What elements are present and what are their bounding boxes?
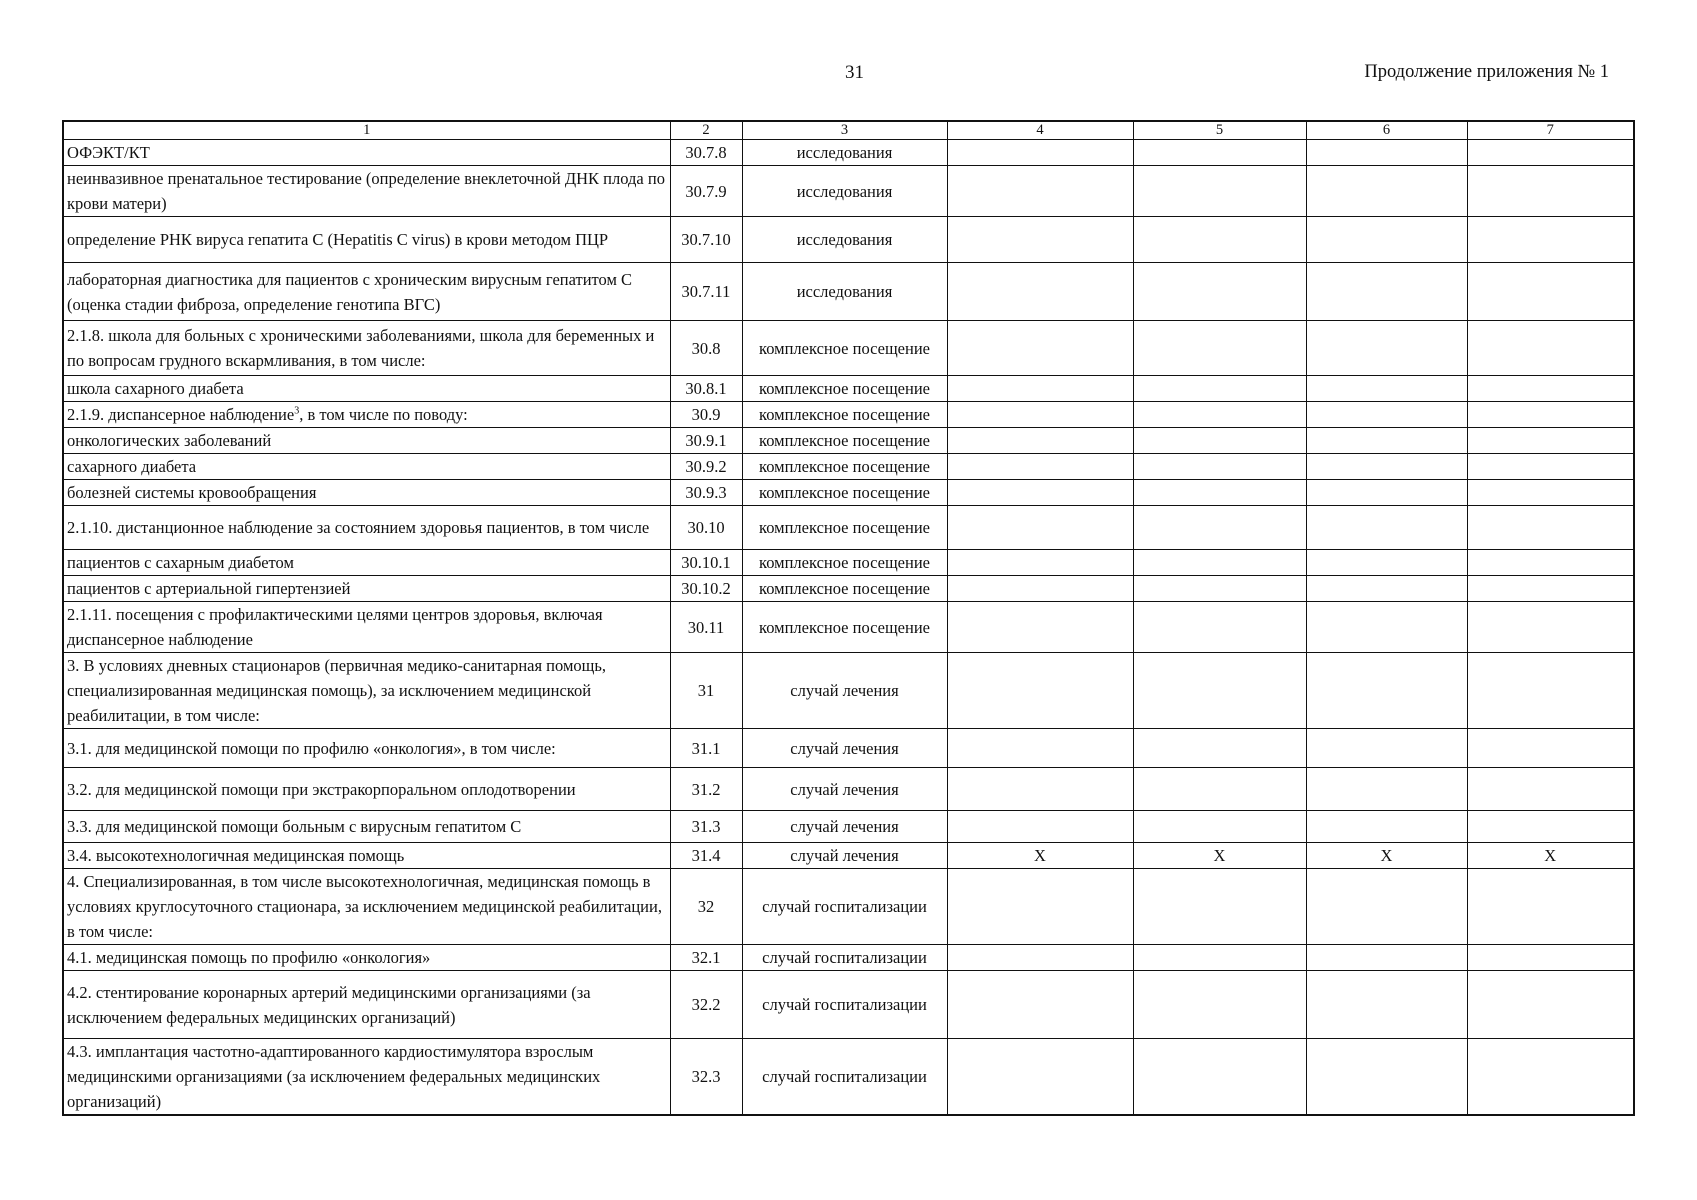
row-unit-cell: исследования [742, 140, 947, 166]
row-name-cell: 3.3. для медицинской помощи больным с вирусным гепатитом С [63, 811, 670, 843]
column-header: 2 [670, 121, 742, 140]
row-name-text: , в том числе по поводу: [299, 405, 468, 424]
value-cell-col-5 [1133, 506, 1306, 550]
value-cell-col-5 [1133, 550, 1306, 576]
table-row [63, 428, 1634, 454]
value-cell-col-7 [1467, 480, 1634, 506]
page-number: 31 [845, 62, 864, 83]
appendix-continuation-note: Продолжение приложения № 1 [1364, 62, 1609, 82]
table-row [63, 945, 1634, 971]
column-header: 6 [1306, 121, 1467, 140]
value-cell-col-5 [1133, 480, 1306, 506]
row-unit-cell: случай лечения [742, 653, 947, 729]
table-row [63, 729, 1634, 768]
table-row [63, 1039, 1634, 1116]
value-cell-col-7 [1467, 768, 1634, 811]
row-unit-cell: комплексное посещение [742, 402, 947, 428]
table-row [63, 971, 1634, 1039]
row-name-cell: 4.2. стентирование коронарных артерий медицинскими организациями (за исключением федеральных медицинских организаций) [63, 971, 670, 1039]
value-cell-col-4 [947, 945, 1133, 971]
value-cell-col-6 [1306, 971, 1467, 1039]
table-row [63, 869, 1634, 945]
row-unit-cell: комплексное посещение [742, 454, 947, 480]
value-cell-col-4 [947, 653, 1133, 729]
table-row [63, 321, 1634, 376]
value-cell-col-7 [1467, 376, 1634, 402]
row-code-cell: 32.2 [670, 971, 742, 1039]
table-row [63, 166, 1634, 217]
value-cell-col-6 [1306, 653, 1467, 729]
row-unit-cell: комплексное посещение [742, 376, 947, 402]
value-cell-col-7 [1467, 653, 1634, 729]
row-unit-cell: случай лечения [742, 729, 947, 768]
row-unit-cell: комплексное посещение [742, 480, 947, 506]
row-name-cell: 3.1. для медицинской помощи по профилю «онкология», в том числе: [63, 729, 670, 768]
row-name-cell: пациентов с сахарным диабетом [63, 550, 670, 576]
value-cell-col-4 [947, 140, 1133, 166]
row-name-text: 2.1.9. диспансерное наблюдение [67, 405, 295, 424]
row-code-cell: 32 [670, 869, 742, 945]
table-row [63, 653, 1634, 729]
column-header: 4 [947, 121, 1133, 140]
table-row [63, 506, 1634, 550]
row-unit-cell: исследования [742, 217, 947, 263]
row-name-cell: 3.4. высокотехнологичная медицинская помощь [63, 843, 670, 869]
column-header-row [63, 121, 1634, 140]
value-cell-col-6 [1306, 480, 1467, 506]
value-cell-col-4 [947, 550, 1133, 576]
row-code-cell: 30.9.2 [670, 454, 742, 480]
row-unit-cell: исследования [742, 166, 947, 217]
value-cell-col-5 [1133, 217, 1306, 263]
column-header: 1 [63, 121, 670, 140]
value-cell-col-5 [1133, 602, 1306, 653]
value-cell-col-6 [1306, 166, 1467, 217]
value-cell-col-4 [947, 263, 1133, 321]
value-cell-col-6 [1306, 506, 1467, 550]
row-name-cell: 4. Специализированная, в том числе высокотехнологичная, медицинская помощь в условиях круглосуточного стационара, за исключением медицинской реабилитации, в том числе: [63, 869, 670, 945]
table-row [63, 576, 1634, 602]
value-cell-col-7: X [1467, 843, 1634, 869]
table-row [63, 217, 1634, 263]
appendix-table [62, 120, 1635, 1116]
value-cell-col-6 [1306, 321, 1467, 376]
value-cell-col-7 [1467, 550, 1634, 576]
value-cell-col-5 [1133, 576, 1306, 602]
value-cell-col-6 [1306, 602, 1467, 653]
row-code-cell: 30.9.3 [670, 480, 742, 506]
row-code-cell: 30.9.1 [670, 428, 742, 454]
value-cell-col-5 [1133, 653, 1306, 729]
row-code-cell: 32.1 [670, 945, 742, 971]
row-name-cell: болезней системы кровообращения [63, 480, 670, 506]
value-cell-col-4 [947, 217, 1133, 263]
value-cell-col-6 [1306, 454, 1467, 480]
row-unit-cell: комплексное посещение [742, 602, 947, 653]
value-cell-col-4 [947, 428, 1133, 454]
value-cell-col-7 [1467, 402, 1634, 428]
value-cell-col-6 [1306, 869, 1467, 945]
value-cell-col-6 [1306, 428, 1467, 454]
value-cell-col-6 [1306, 576, 1467, 602]
row-unit-cell: комплексное посещение [742, 321, 947, 376]
value-cell-col-4 [947, 166, 1133, 217]
row-name-cell: лабораторная диагностика для пациентов с хроническим вирусным гепатитом С (оценка стадии фиброза, определение генотипа ВГС) [63, 263, 670, 321]
table-row [63, 550, 1634, 576]
value-cell-col-7 [1467, 729, 1634, 768]
value-cell-col-6 [1306, 729, 1467, 768]
value-cell-col-6 [1306, 811, 1467, 843]
value-cell-col-6 [1306, 1039, 1467, 1116]
row-code-cell: 30.10.1 [670, 550, 742, 576]
value-cell-col-5 [1133, 166, 1306, 217]
value-cell-col-5 [1133, 454, 1306, 480]
table-row [63, 811, 1634, 843]
value-cell-col-7 [1467, 602, 1634, 653]
value-cell-col-7 [1467, 166, 1634, 217]
value-cell-col-7 [1467, 321, 1634, 376]
row-code-cell: 30.8.1 [670, 376, 742, 402]
value-cell-col-4 [947, 869, 1133, 945]
value-cell-col-7 [1467, 217, 1634, 263]
value-cell-col-6 [1306, 263, 1467, 321]
value-cell-col-4 [947, 602, 1133, 653]
value-cell-col-6: X [1306, 843, 1467, 869]
value-cell-col-7 [1467, 869, 1634, 945]
value-cell-col-4 [947, 811, 1133, 843]
value-cell-col-6 [1306, 402, 1467, 428]
value-cell-col-5 [1133, 402, 1306, 428]
row-unit-cell: комплексное посещение [742, 576, 947, 602]
row-code-cell: 30.9 [670, 402, 742, 428]
footnote-marker: 3 [294, 405, 300, 417]
table-row [63, 454, 1634, 480]
row-name-cell: ОФЭКТ/КТ [63, 140, 670, 166]
row-name-cell: пациентов с артериальной гипертензией [63, 576, 670, 602]
row-unit-cell: комплексное посещение [742, 550, 947, 576]
value-cell-col-7 [1467, 454, 1634, 480]
row-unit-cell: случай госпитализации [742, 1039, 947, 1116]
row-unit-cell: комплексное посещение [742, 506, 947, 550]
table-row [63, 768, 1634, 811]
row-name-cell: 2.1.8. школа для больных с хроническими заболеваниями, школа для беременных и по вопросам грудного вскармливания, в том числе: [63, 321, 670, 376]
value-cell-col-4 [947, 971, 1133, 1039]
row-code-cell: 30.10 [670, 506, 742, 550]
value-cell-col-5 [1133, 811, 1306, 843]
value-cell-col-6 [1306, 550, 1467, 576]
column-header: 7 [1467, 121, 1634, 140]
row-name-cell: 4.3. имплантация частотно-адаптированного кардиостимулятора взрослым медицинскими организациями (за исключением федеральных медицинских организаций) [63, 1039, 670, 1116]
value-cell-col-6 [1306, 376, 1467, 402]
row-unit-cell: случай лечения [742, 811, 947, 843]
row-unit-cell: случай госпитализации [742, 869, 947, 945]
value-cell-col-7 [1467, 811, 1634, 843]
value-cell-col-5 [1133, 140, 1306, 166]
row-name-cell: 3.2. для медицинской помощи при экстракорпоральном оплодотворении [63, 768, 670, 811]
row-code-cell: 31 [670, 653, 742, 729]
value-cell-col-6 [1306, 217, 1467, 263]
row-code-cell: 32.3 [670, 1039, 742, 1116]
value-cell-col-5 [1133, 729, 1306, 768]
value-cell-col-7 [1467, 576, 1634, 602]
row-name-cell: школа сахарного диабета [63, 376, 670, 402]
value-cell-col-7 [1467, 945, 1634, 971]
row-unit-cell: случай госпитализации [742, 971, 947, 1039]
value-cell-col-5 [1133, 971, 1306, 1039]
table-row [63, 480, 1634, 506]
row-unit-cell: комплексное посещение [742, 428, 947, 454]
value-cell-col-5: X [1133, 843, 1306, 869]
row-name-cell: 3. В условиях дневных стационаров (первичная медико-санитарная помощь, специализированная медицинская помощь), за исключением медицинской реабилитации, в том числе: [63, 653, 670, 729]
value-cell-col-5 [1133, 376, 1306, 402]
value-cell-col-4 [947, 506, 1133, 550]
column-header: 5 [1133, 121, 1306, 140]
value-cell-col-4 [947, 376, 1133, 402]
value-cell-col-5 [1133, 428, 1306, 454]
value-cell-col-4 [947, 454, 1133, 480]
row-code-cell: 30.11 [670, 602, 742, 653]
value-cell-col-6 [1306, 768, 1467, 811]
value-cell-col-5 [1133, 768, 1306, 811]
row-name-cell: 2.1.10. дистанционное наблюдение за состоянием здоровья пациентов, в том числе [63, 506, 670, 550]
value-cell-col-4 [947, 480, 1133, 506]
value-cell-col-7 [1467, 428, 1634, 454]
value-cell-col-4 [947, 768, 1133, 811]
row-unit-cell: исследования [742, 263, 947, 321]
table-row [63, 402, 1634, 428]
row-code-cell: 30.7.8 [670, 140, 742, 166]
row-code-cell: 31.1 [670, 729, 742, 768]
value-cell-col-7 [1467, 263, 1634, 321]
row-name-cell: 4.1. медицинская помощь по профилю «онкология» [63, 945, 670, 971]
value-cell-col-4 [947, 402, 1133, 428]
row-name-cell: онкологических заболеваний [63, 428, 670, 454]
value-cell-col-7 [1467, 140, 1634, 166]
row-name-cell: 2.1.11. посещения с профилактическими целями центров здоровья, включая диспансерное наблюдение [63, 602, 670, 653]
table-row [63, 602, 1634, 653]
row-code-cell: 30.7.9 [670, 166, 742, 217]
value-cell-col-4: X [947, 843, 1133, 869]
row-name-cell: сахарного диабета [63, 454, 670, 480]
value-cell-col-4 [947, 1039, 1133, 1116]
row-unit-cell: случай лечения [742, 768, 947, 811]
table-row [63, 263, 1634, 321]
table-row [63, 140, 1634, 166]
value-cell-col-7 [1467, 1039, 1634, 1116]
row-code-cell: 31.2 [670, 768, 742, 811]
row-name-cell: определение РНК вируса гепатита С (Hepatitis C virus) в крови методом ПЦР [63, 217, 670, 263]
row-unit-cell: случай лечения [742, 843, 947, 869]
value-cell-col-4 [947, 321, 1133, 376]
value-cell-col-7 [1467, 971, 1634, 1039]
value-cell-col-5 [1133, 321, 1306, 376]
value-cell-col-6 [1306, 140, 1467, 166]
row-name-cell [63, 402, 670, 428]
row-unit-cell: случай госпитализации [742, 945, 947, 971]
row-code-cell: 31.4 [670, 843, 742, 869]
row-code-cell: 31.3 [670, 811, 742, 843]
value-cell-col-5 [1133, 869, 1306, 945]
row-code-cell: 30.7.11 [670, 263, 742, 321]
table-row [63, 843, 1634, 869]
value-cell-col-7 [1467, 506, 1634, 550]
value-cell-col-5 [1133, 1039, 1306, 1116]
value-cell-col-5 [1133, 945, 1306, 971]
row-code-cell: 30.10.2 [670, 576, 742, 602]
value-cell-col-4 [947, 729, 1133, 768]
value-cell-col-5 [1133, 263, 1306, 321]
column-header: 3 [742, 121, 947, 140]
value-cell-col-4 [947, 576, 1133, 602]
row-code-cell: 30.7.10 [670, 217, 742, 263]
value-cell-col-6 [1306, 945, 1467, 971]
table-row [63, 376, 1634, 402]
row-code-cell: 30.8 [670, 321, 742, 376]
row-name-cell: неинвазивное пренатальное тестирование (определение внеклеточной ДНК плода по крови матери) [63, 166, 670, 217]
